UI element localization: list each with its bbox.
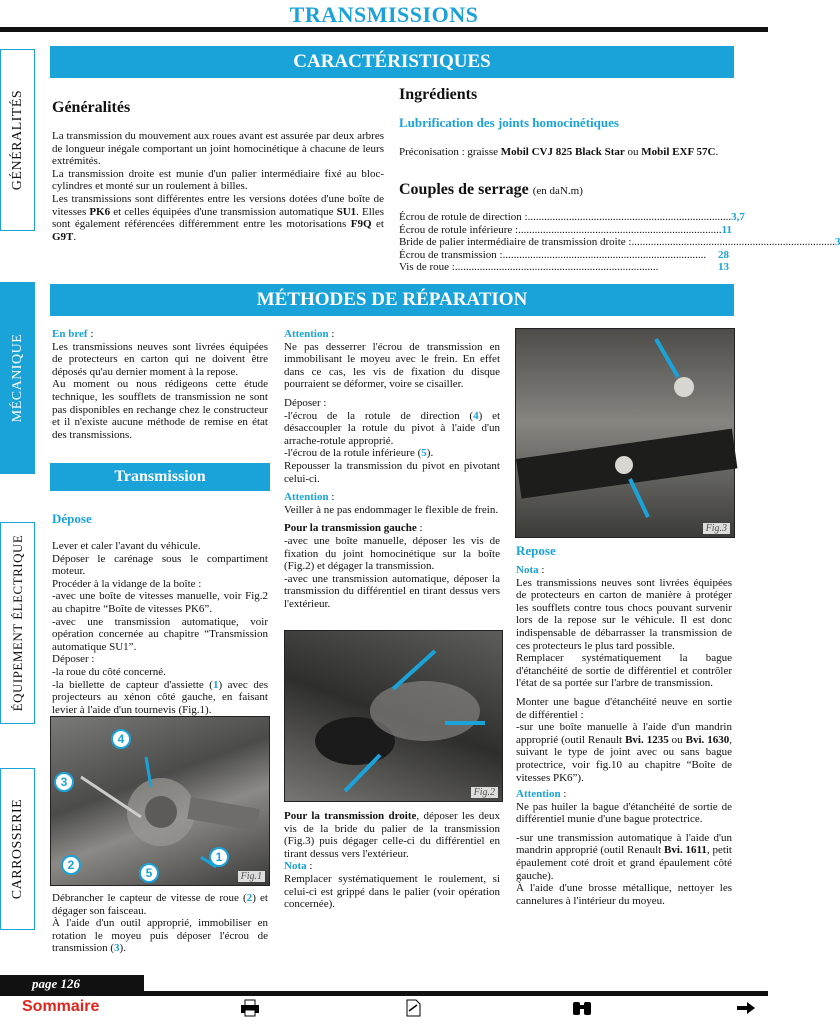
page-title: TRANSMISSIONS <box>289 2 479 27</box>
tab-carrosserie-label: CARROSSERIE <box>9 798 25 900</box>
print-icon[interactable] <box>240 999 260 1017</box>
binoculars-icon[interactable] <box>571 999 593 1017</box>
col3-text: Nota : Les transmissions neuves sont livrées équipées de protecteurs en carton de manière à protéger les soufflets contre tous chocs pouvant survenir lors de la repose sur le véhicule. Il est donc indispensable de débarrasser la transmission de ces protecteurs le plus tard possible. Remplacer systématiquement la bague d'étanchéité de sortie de différentiel et contrôler l'état de sa portée sur l'arbre de transmission. Monter une bague d'étanchéité neuve en sortie de différentiel : -sur une boîte manuelle à l'aide d'un mandrin approprié (outil Renault Bvi. 1235 ou Bvi. 1630, suivant le type de joint avec ou sans bague protectrice, voir fig.10 au chapitre “Boîte de vitesses PK6”). Attention : Ne pas huiler la bague d'étanchéité de sortie de différentiel munie d'une bague protectrice. -sur une transmission automatique à l'aide d'un mandrin approprié (outil Renault Bvi. 1611, petit épaulement coté droit et grand épaulement côté gauche). À l'aide d'une brosse métallique, nettoyer les cannelures à l'intérieur du moyeu. <box>516 564 732 907</box>
tab-carrosserie[interactable] <box>0 768 35 930</box>
page-number: page 126 <box>32 976 81 991</box>
depose-heading: Dépose <box>52 511 92 526</box>
ingredients-heading: Ingrédients <box>399 86 478 103</box>
generalites-heading: Généralités <box>52 99 131 116</box>
callout-2: 2 <box>61 855 81 875</box>
sommaire-link[interactable]: Sommaire <box>22 998 100 1015</box>
torque-list <box>399 211 840 274</box>
col1-after-fig: Débrancher le capteur de vitesse de roue (2) et dégager son faisceau. À l'aide d'un outil approprié, immobiliser en rotation le moyeu puis déposer l'écrou de transmission (3). <box>52 892 268 955</box>
figure-1-label: Fig.1 <box>238 871 265 882</box>
torque-row: Écrou de rotule de direction : .......................................................................... 3,7 <box>399 211 745 223</box>
methodes-bar: MÉTHODES DE RÉPARATION <box>50 284 734 316</box>
figure-1-drawing <box>51 717 269 885</box>
callout-1: 1 <box>209 847 229 867</box>
generalites-text: La transmission du mouvement aux roues avant est assurée par deux arbres de longueur inégale comportant un joint homocinétique à chacune de leurs extrémités. La transmission droite est munie d'un palier intermédiaire fixé au bloc-cylindres et monté sur un roulement à billes. Les transmissions sont différentes entre les versions dotées d'une boîte de vitesses PK6 et celles équipées d'une transmission automatique SU1. Elles sont également référencées différemment entre les motorisations F9Q et G9T. <box>52 130 384 243</box>
tab-mecanique[interactable] <box>0 282 35 474</box>
ingredients-subheading: Lubrification des joints homocinétiques <box>399 115 619 130</box>
torque-row: Vis de roue : .......................................................................... 13 <box>399 261 729 273</box>
torque-row: Écrou de transmission : .......................................................................... 28 <box>399 248 729 261</box>
document-icon[interactable] <box>404 999 422 1017</box>
tab-equipement-label: ÉQUIPEMENT ÉLECTRIQUE <box>9 534 25 712</box>
depose-text: Lever et caler l'avant du véhicule. Déposer le carénage sous le compartiment moteur. Procéder à la vidange de la boîte : -avec une boîte de vitesses manuelle, voir Fig.2 au chapitre “Boîte de vitesses PK6”. -avec une transmission automatique, voir opération concernée au chapitre “Transmission automatique SU1”. Déposer : -la roue du côté concerné. -la biellette de capteur d'assiette (1) avec des projecteurs au xénon côté gauche, en faisant levier à l'aide d'un tournevis (Fig.1). <box>52 540 268 716</box>
torque-row: Écrou de rotule inférieure : .......................................................................... 11 <box>399 223 733 236</box>
col2-text-top: Attention : Ne pas desserrer l'écrou de transmission en immobilisant le moyeu avec le frein. En effet dans ce cas, les vis de fixation du disque pourraient se déformer, voire se cisailler. Déposer : -l'écrou de la rotule de direction (4) et désaccoupler la rotule du pivot à l'aide d'un arrache-rotule approprié. -l'écrou de la rotule inférieure (5). Repousser la transmission du pivot en pivotant celui-ci. Attention : Veiller à ne pas endommager le flexible de frein. Pour la transmission gauche : -avec une boîte manuelle, déposer les vis de fixation du joint homocinétique sur la boîte (Fig.2) et dégager la transmission. -avec une transmission automatique, déposer la transmission du différentiel en tirant dessus vers l'extérieur. <box>284 328 501 610</box>
caracteristiques-bar: CARACTÉRISTIQUES <box>50 46 734 78</box>
torque-row: Bride de palier intermédiaire de transmission droite : .......................................................................... 3 <box>399 236 840 248</box>
tab-equipement-electrique[interactable] <box>0 522 35 724</box>
repose-heading: Repose <box>516 543 556 558</box>
col2-text-bottom: Pour la transmission droite, déposer les deux vis de la bride du palier de la transmission (Fig.3) puis dégager celle-ci du différentiel en tirant dessus vers l'extérieur. Nota : Remplacer systématiquement le roulement, si celui-ci est grippé dans le palier (voir opération concernée). <box>284 810 500 911</box>
callout-5: 5 <box>139 863 159 883</box>
figure-2-photo <box>284 630 503 802</box>
ingredients-text: Préconisation : graisse Mobil CVJ 825 Black Star ou Mobil EXF 57C. <box>399 146 719 158</box>
next-page-arrow-icon[interactable] <box>736 1001 756 1015</box>
figure-3-photo <box>515 328 735 538</box>
tab-mecanique-label: MÉCANIQUE <box>9 333 25 423</box>
transmission-bar: Transmission <box>50 463 270 491</box>
figure-2-label: Fig.2 <box>471 787 498 798</box>
callout-4: 4 <box>111 729 131 749</box>
couples-heading: Couples de serrage (en daN.m) <box>399 181 583 198</box>
tab-generalites[interactable] <box>0 49 35 231</box>
figure-2-drawing <box>285 631 502 801</box>
figure-3-drawing <box>516 329 734 537</box>
callout-3: 3 <box>54 772 74 792</box>
header-rule <box>0 27 768 32</box>
figure-3-label: Fig.3 <box>703 523 730 534</box>
tab-generalites-label: GÉNÉRALITÉS <box>9 89 25 191</box>
col1-enbref: En bref : Les transmissions neuves sont livrées équipées de protecteurs en carton qui ne doivent être déposés qu'au dernier moment à la repose. Au moment ou nous rédigeons cette étude technique, les soufflets de transmission ne sont pas disponibles en rechange chez le constructeur et il n'existe aucune méthode de remise en état des transmissions. <box>52 328 268 441</box>
figure-1-photo <box>50 716 270 886</box>
